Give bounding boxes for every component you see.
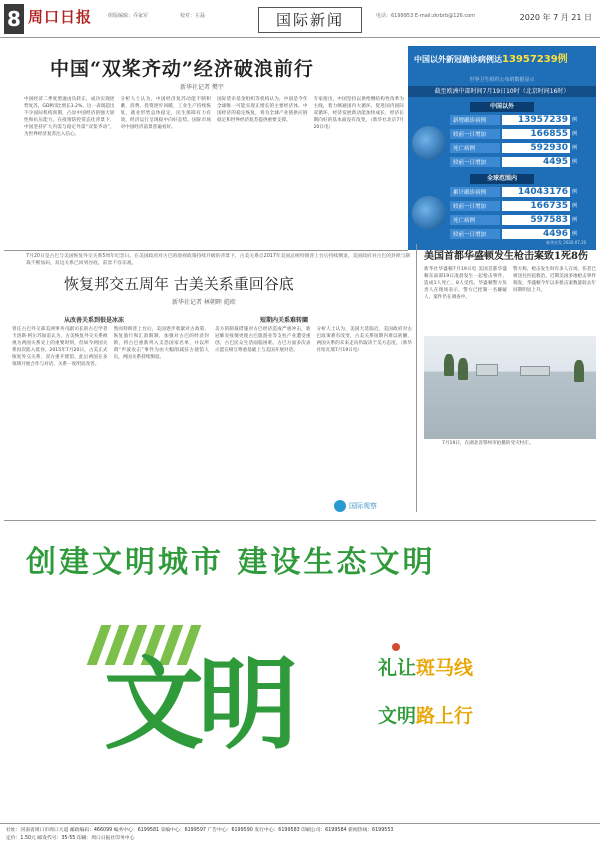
- infobox-row: 较前一日增加 166735 例: [450, 200, 590, 211]
- civic-ad: [4, 525, 596, 828]
- article1-col: 专家指出，中国坚持以供给侧结构性改革为主线，着力畅通国内大循环，促进国内国际双循环，经济发展新动能加快成长，经济长期向好的基本面没有改变。（新华社北京7月20日电）: [313, 97, 404, 130]
- photo-caption: 7月19日，在湖北省鄂州市拍摄的受灾村庄。: [442, 441, 534, 446]
- infobox-headline-number: 13957239例: [502, 54, 568, 65]
- house-shape: [476, 364, 498, 376]
- article1-title: 中国“双桨齐动”经济破浪前行: [50, 58, 314, 80]
- wenming-character: 文明: [104, 646, 292, 763]
- article2-subhead: 短期内关系难转圜: [260, 317, 309, 324]
- article1-col: 分析人士认为，中国经济复苏动能不断积蓄，消费、投资逐步回暖，工业生产持续恢复，就业形势总体稳定，民生保障有力有效，经济运行呈现稳中向好态势。国际市场对中国经济前景普遍看好。: [120, 97, 211, 130]
- article2-col: 曾任古巴外交部美洲事务司副司长的古巴学者卡洛斯·阿尔苏加雷认为，古美恢复外交关系被视为两国关系史上的重要时刻，但如今两国关系再次陷入低谷。2015年7月20日，古美正式恢复外交关系，双方重开使馆，此后两国在多领域开展合作与对话，关系一度明显改善。: [12, 327, 108, 367]
- tree-shape: [574, 360, 584, 382]
- infobox-row: 较前一日增加 4496 例: [450, 228, 590, 239]
- infobox-headline-prefix: 中国以外新冠确诊病例达: [414, 55, 502, 64]
- article2-intro: 7月20日是古巴与美国恢复外交关系5周年纪念日。在美国政府对古巴的敌视政策持续升级的背景下，古美关系自2017年美国总统特朗普上台后持续倒退，美国政府对古巴的封锁与制裁不断加码，双边关系已回到谷底，前景不容乐观。: [26, 254, 411, 266]
- ad-slogan-zebra: 礼让斑马线: [378, 657, 474, 679]
- infobox-source: 世界卫生组织公布的数据显示: [469, 77, 535, 83]
- page-footer: [0, 823, 600, 847]
- tree-shape: [458, 358, 468, 380]
- globe-icon: [412, 196, 446, 230]
- international-observation-badge: [334, 499, 404, 513]
- infobox-footer: 新华社发 2020.07.20: [546, 240, 587, 245]
- section-label-box: [258, 7, 362, 33]
- article1-body: [24, 96, 404, 242]
- article3-body: [424, 266, 596, 332]
- editor-info: 组版编辑：乔家军: [108, 13, 149, 19]
- infobox-headline: [414, 50, 590, 65]
- house-shape: [520, 366, 550, 376]
- ad-accent-dot: [392, 643, 400, 651]
- section-title: 国际新闻: [275, 11, 344, 29]
- article2-title: 恢复邦交五周年 古美关系重回谷底: [64, 275, 294, 293]
- article2-col: 分析人士认为，美国大选临近，美国政府对古巴政策难有改变，古美关系短期内难以转圜，两国关系的未来走向仍取决于美方态度。（新华社哈瓦那7月19日电）: [316, 327, 412, 353]
- infobox-row: 累计确诊病例 14043176 例: [450, 186, 590, 197]
- article2-col: 美方的制裁措施对古巴经济造成严重冲击，新冠肺炎疫情更使古巴旅游业等支柱产业遭受重创，古巴民众生活面临困难。古巴方面多次表示愿在相互尊重基础上与美国开展对话。: [215, 327, 311, 353]
- covid-infobox: [408, 46, 596, 250]
- flood-photo: [424, 336, 596, 439]
- infobox-row: 死亡病例 592930 例: [450, 142, 590, 153]
- paper-name: 周口日报: [28, 8, 93, 26]
- contact-info: 电话：6199953 E-mail:zkrbrb@126.com: [376, 13, 476, 19]
- globe-icon: [412, 126, 446, 160]
- article2-col: 然而特朗普上台后，美国逐步收紧对古政策，恢复旅行和汇款限制，加强对古巴的经济封锁，将古巴重新列入支恐国家名单，并以所谓“声波攻击”事件为由大幅削减驻古使馆人员，两国关系持续倒退。: [113, 327, 209, 360]
- infobox-global-label: 全球范围内: [470, 174, 534, 184]
- article1-byline: 新华社记者 樊宇: [180, 84, 224, 91]
- section-divider: [4, 520, 596, 521]
- article2-body: [12, 326, 412, 496]
- proof-info: 校对：左磊: [180, 13, 206, 19]
- article2-subhead: 从改善关系到很是冰冻: [64, 317, 125, 324]
- article2-byline: 新华社记者 林朝晖 彪欧: [172, 299, 236, 306]
- footer-address: 社址：河南省周口市周口大道 邮政编码：466099 编务中心：6199581 采编中心：6199597 广告中心：6199590 发行中心：6199583 印刷公司：6199584 新闻热线：6199553: [6, 828, 394, 833]
- column-divider: [416, 244, 417, 512]
- page-number: 8: [4, 4, 24, 34]
- ad-slogan-road: 文明路上行: [378, 705, 474, 727]
- badge-label: 国际观察: [349, 502, 377, 510]
- ad-title: 创建文明城市 建设生态文明: [26, 545, 436, 580]
- article1-col: 中国经济二季度增速由负转正，成功实现逆势复苏，GDP同比增长3.2%。这一表现超出不少国际机构预期，凸显中国经济的强大韧性和抗压能力。在疫情防控常态化背景下，中国坚持扩大内需与稳定外需“双桨齐动”，为世界经济复苏注入信心。: [24, 97, 115, 137]
- issue-date: 2020 年 7 月 21 日: [519, 13, 592, 22]
- infobox-row: 死亡病例 597583 例: [450, 214, 590, 225]
- article1-col: 国际货币基金组织等机构认为，中国是今年全球唯一可能实现正增长的主要经济体。中国经济的稳定恢复，将为全球产业链供应链稳定和世界经济复苏提供重要支撑。: [217, 97, 308, 123]
- article3-col: 警方称，枪击发生时有多人在场，伤者已被送往医院救治。近期美国多地枪击事件频发，华盛顿今年以来枪击案数量较去年同期明显上升。: [513, 267, 596, 293]
- tree-shape: [444, 354, 454, 376]
- article3-title: 美国首都华盛顿发生枪击案致1死8伤: [424, 251, 588, 262]
- infobox-row: 较前一日增加 166855 例: [450, 128, 590, 139]
- infobox-time-band: 截至欧洲中部时间7月19日10时（北京时间16时）: [408, 86, 596, 97]
- infobox-china-excluded-label: 中国以外: [470, 102, 534, 112]
- observation-icon: [334, 500, 346, 512]
- article3-col: 新华社华盛顿7月19日电 美国首都华盛顿东南部19日凌晨发生一起枪击事件，造成1人死亡、8人受伤。华盛顿警方负责人在现场表示，警方已控制一名嫌疑人，案件仍在调查中。: [424, 267, 507, 300]
- infobox-row: 较前一日增加 4495 例: [450, 156, 590, 167]
- infobox-row: 新增确诊病例 13957239 例: [450, 114, 590, 125]
- section-divider: [4, 250, 408, 251]
- masthead: [0, 0, 600, 38]
- footer-price: 定价：1.50元 邮发代号：35-55 印刷：周口日报社印务中心: [6, 836, 135, 841]
